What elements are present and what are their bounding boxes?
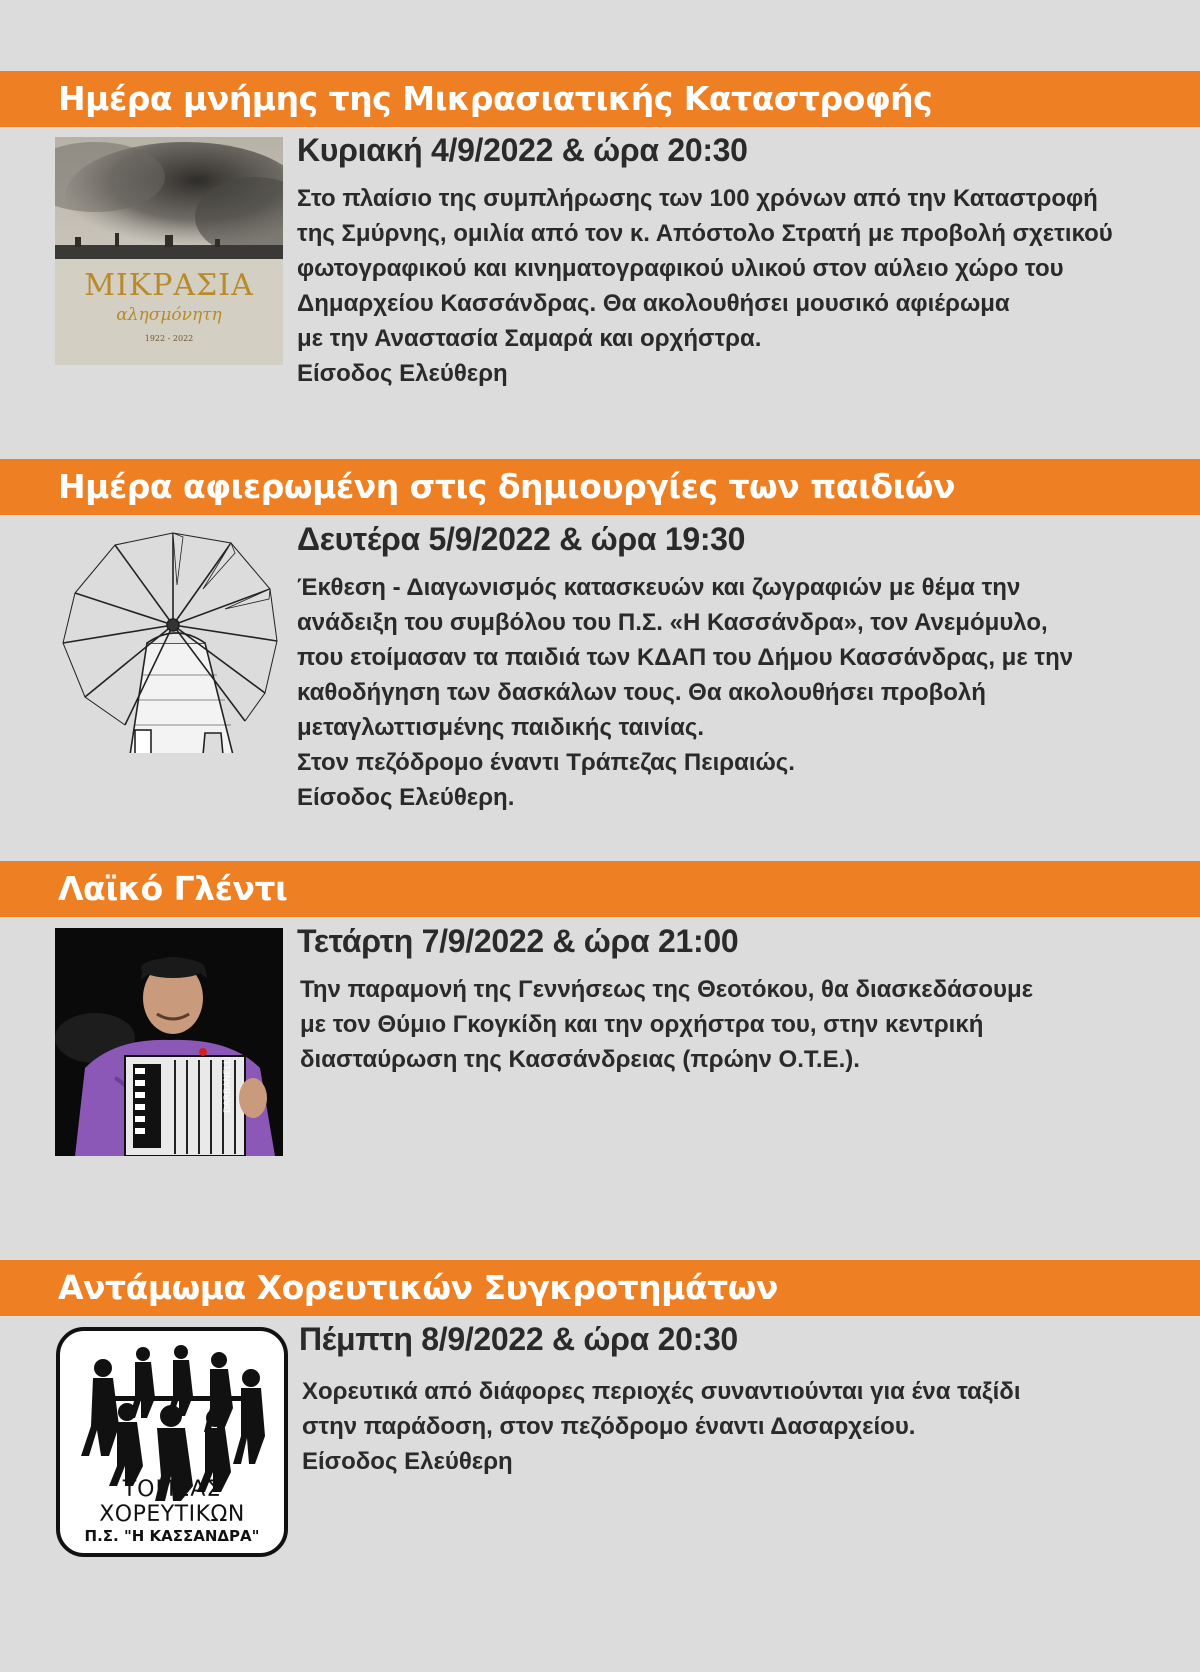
event-2-line: ανάδειξη του συμβόλου του Π.Σ. «Η Κασσάνδρα», τον Ανεμόμυλο, bbox=[297, 609, 1048, 636]
event-1-line: της Σμύρνης, ομιλία από τον κ. Απόστολο Στρατή με προβολή σχετικού bbox=[297, 220, 1113, 247]
event-1-line: με την Αναστασία Σαμαρά και ορχήστρα. bbox=[297, 325, 762, 352]
event-1-line: Στο πλαίσιο της συμπλήρωσης των 100 χρόνων από την Καταστροφή bbox=[297, 185, 1098, 212]
poster-years: 1922 - 2022 bbox=[144, 334, 194, 343]
event-4-line: Είσοδος Ελεύθερη bbox=[302, 1448, 513, 1475]
event-2-line: Είσοδος Ελεύθερη. bbox=[297, 784, 515, 811]
logo-line-3: Π.Σ. "Η ΚΑΣΣΑΝΔΡΑ" bbox=[84, 1527, 260, 1545]
poster-subtitle: αλησμόνητη bbox=[116, 305, 222, 325]
event-4-line: Χορευτικά από διάφορες περιοχές συναντιούνται για ένα ταξίδι bbox=[302, 1378, 1021, 1405]
windmill-drawing bbox=[55, 525, 283, 753]
event-4-title: Αντάμωμα Χορευτικών Συγκροτημάτων bbox=[0, 1260, 1200, 1316]
logo-line-1: ΤΟΜΕΑΣ bbox=[122, 1477, 222, 1502]
event-2-line: μεταγλωττισμένης παιδικής ταινίας. bbox=[297, 714, 704, 741]
event-1-description bbox=[297, 181, 1113, 391]
event-2-line: Στον πεζόδρομο έναντι Τράπεζας Πειραιώς. bbox=[297, 749, 795, 776]
event-2-line: καθοδήγηση των δασκάλων τους. Θα ακολουθήσει προβολή bbox=[297, 679, 986, 706]
event-4-date: Πέμπτη 8/9/2022 & ώρα 20:30 bbox=[299, 1321, 738, 1357]
accordion-player-photo bbox=[55, 928, 283, 1156]
event-2-description bbox=[297, 570, 1073, 815]
event-2-title: Ημέρα αφιερωμένη στις δημιουργίες των παιδιών bbox=[0, 459, 1200, 515]
event-3-line: με τον Θύμιο Γκογκίδη και την ορχήστρα του, στην κεντρική bbox=[300, 1011, 984, 1038]
event-3-line: Την παραμονή της Γεννήσεως της Θεοτόκου, θα διασκεδάσουμε bbox=[300, 976, 1034, 1003]
event-4-description bbox=[302, 1374, 1021, 1479]
accordion-brand: DARBANELLI bbox=[223, 1056, 233, 1113]
event-1-title: Ημέρα μνήμης της Μικρασιατικής Καταστροφής bbox=[0, 71, 1200, 127]
event-2-line: Έκθεση - Διαγωνισμός κατασκευών και ζωγραφιών με θέμα την bbox=[297, 574, 1021, 601]
event-3-description bbox=[300, 972, 1033, 1077]
event-4-line: στην παράδοση, στον πεζόδρομο έναντι Δασαρχείου. bbox=[302, 1413, 916, 1440]
poster-title: ΜΙΚΡΑΣΙΑ bbox=[84, 268, 254, 303]
event-2-date: Δευτέρα 5/9/2022 & ώρα 19:30 bbox=[297, 521, 746, 557]
mikrasia-poster-image bbox=[55, 137, 283, 365]
event-3-date: Τετάρτη 7/9/2022 & ώρα 21:00 bbox=[297, 923, 739, 959]
event-1-line: Δημαρχείου Κασσάνδρας. Θα ακολουθήσει μουσικό αφιέρωμα bbox=[297, 290, 1010, 317]
event-2-line: που ετοίμασαν τα παιδιά των ΚΔΑΠ του Δήμου Κασσάνδρας, με την bbox=[297, 644, 1074, 671]
event-1-line: Είσοδος Ελεύθερη bbox=[297, 360, 508, 387]
event-3-line: διασταύρωση της Κασσάνδρειας (πρώην Ο.Τ.Ε.). bbox=[300, 1046, 860, 1073]
logo-line-2: ΧΟΡΕΥΤΙΚΩΝ bbox=[99, 1502, 245, 1527]
event-3-title: Λαϊκό Γλέντι bbox=[0, 861, 1200, 917]
dance-section-logo bbox=[55, 1326, 289, 1558]
event-1-line: φωτογραφικού και κινηματογραφικού υλικού στον αύλειο χώρο του bbox=[297, 255, 1064, 282]
event-1-date: Κυριακή 4/9/2022 & ώρα 20:30 bbox=[297, 132, 748, 168]
